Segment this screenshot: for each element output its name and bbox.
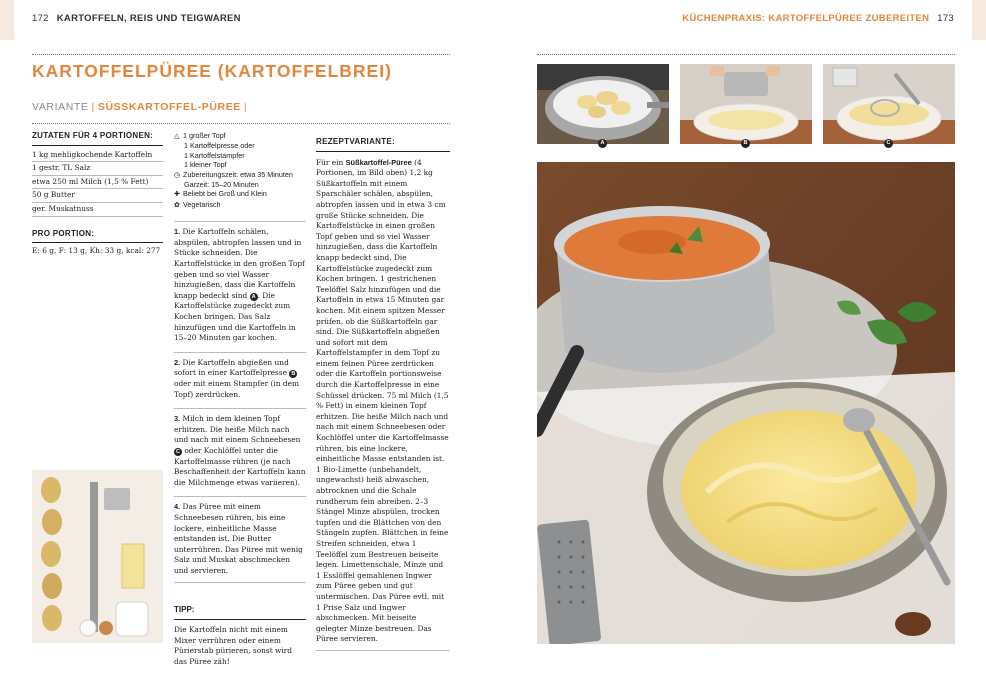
plus-icon: ✚ [174, 191, 180, 199]
page-number-right: 173 [937, 13, 954, 24]
photo-badge-c: C [884, 139, 893, 148]
step-reference-badge: B [289, 370, 297, 378]
divider [32, 123, 450, 124]
ingredient-item: etwa 250 ml Milch (1,5 % Fett) [32, 176, 163, 190]
step-2: 2. Die Kartoffeln abgießen und sofort in einer Kartoffelpresse B oder mit einem Stampfer (in dem Topf) zerdrücken. [174, 352, 306, 400]
recipe-title: KARTOFFELPÜREE (KARTOFFELBREI) [32, 61, 392, 81]
equipment-line: 1 Kartoffelpresse oder [184, 141, 255, 151]
equipment-line: △ 1 großer Topf [174, 131, 226, 140]
step-3: 3. Milch in dem kleinen Topf erhitzen. Die heiße Milch nach und nach mit einem Schneebesen C oder Kochlöffel unter die Kartoffelmasse rühren (je nach Beschaffenheit der Kartoffeln kann die Milchmenge etwas variieren). [174, 408, 306, 488]
ingredient-item: 1 kg mehligkochende Kartoffeln [32, 149, 163, 163]
vegetarian-line: ✿ Vegetarisch [174, 199, 221, 209]
variant-column [316, 137, 450, 651]
ingredient-item: 1 gestr. TL Salz [32, 162, 163, 176]
variante-name: SÜSSKARTOFFEL-PÜREE [97, 101, 241, 113]
variant-text: Für ein Süßkartoffel-Püree (4 Portionen, im Bild oben) 1,2 kg Süßkartoffeln mit einem Sparschäler schälen, abspülen, abtropfen lassen und in etwa 3 cm große Stücke schneiden. Die Kartoffelstücke in einen großen Topf geben und so viel Wasser hinzugießen, dass die Kartoffeln knapp bedeckt sind. Die Kartoffelstücke zugedeckt zum Kochen bringen. 1 gestrichenen Teelöffel Salz hinzufügen und die Kartoffeln in etwa 15 Minuten gar kochen. Mit einem spitzen Messer prüfen, ob die Süßkartoffeln gar sind. Die Süßkartoffeln abgießen und sofort mit dem Kartoffelstampfer in dem Topf zu einem feinen Püree zerdrücken oder die Kartoffeln portionsweise durch die Kartoffelpresse in eine Schüssel drücken. 75 ml Milch (1,5 % Fett) in einem kleinen Topf erhitzen. Die heiße Milch nach und nach mit einem Schneebesen oder Kochlöffel unter die Kartoffelmasse rühren, bis eine lockere, einheitliche Masse entstanden ist. 1 Bio-Limette (unbehandelt, ungewachst) heiß abwaschen, abtrocknen und die Schale rundherum fein abreiben. 2–3 Stängel Minze abspülen, trocken tupfen und die Blättchen von den Stängeln zupfen. Blättchen in feine Streifen schneiden, etwa 1 Teelöffel zum Bestreuen beiseite legen. Limettenschale, Minze und 1 Esslöffel gemahlenen Ingwer zum Püree geben und gut untermischen. Das Püree evtl. mit 1 Prise Salz und Ingwer abschmecken. Mit beiseite gelegter Minze bestreuen. Das Püree servieren. [316, 157, 449, 644]
leaf-icon: ✿ [174, 201, 180, 209]
photo-badge-b: B [741, 139, 750, 148]
page-edge-tab [0, 0, 14, 40]
photo-badge-a: A [598, 139, 607, 148]
page-number-left: 172 [32, 13, 49, 24]
step-photo-b [680, 64, 812, 144]
ingredients-heading: ZUTATEN FÜR 4 PORTIONEN: [32, 131, 163, 146]
variant-label-row: VARIANTE | SÜSSKARTOFFEL-PÜREE | [32, 101, 248, 113]
popular-line: ✚ Beliebt bei Groß und Klein [174, 189, 267, 199]
hero-photo [537, 162, 955, 644]
variante-label: VARIANTE [32, 101, 89, 113]
step-photo-c [823, 64, 955, 144]
portion-values: E: 6 g, F: 13 g, Kh: 33 g, kcal: 277 [32, 246, 161, 256]
section-title-right: KÜCHENPRAXIS: KARTOFFELPÜREE ZUBEREITEN [682, 13, 930, 24]
running-header-left [32, 13, 241, 24]
step-4: 4. Das Püree mit einem Schneebesen rühren, bis eine lockere, einheitliche Masse entstanden ist. Die Butter unterrühren. Das Püree mit wenig Salz und Muskat abschmecken und servieren. [174, 496, 306, 576]
ingredients-photo [32, 470, 163, 643]
ingredient-item: ger. Muskatnuss [32, 203, 163, 217]
divider [537, 54, 955, 55]
running-header-right [682, 13, 954, 24]
portion-heading: PRO PORTION: [32, 229, 163, 244]
page-edge-tab [972, 0, 986, 40]
ingredients-column [32, 131, 163, 257]
step-reference-badge: C [174, 448, 182, 456]
section-title-left: KARTOFFELN, REIS UND TEIGWAREN [56, 13, 241, 24]
time-line: Garzeit: 15–20 Minuten [184, 180, 259, 190]
right-page [493, 0, 986, 675]
step-reference-badge: A [250, 293, 258, 301]
pot-icon: △ [174, 133, 180, 140]
equipment-line: 1 kleiner Topf [184, 160, 227, 170]
step-1: 1. Die Kartoffeln schälen, abspülen, abtropfen lassen und in Stücke schneiden. Die Kartoffelstücke in den großen Topf geben und so viel Wasser hinzugießen, dass die Kartoffeln knapp bedeckt sind A . Die Kartoffelstücke zugedeckt zum Kochen bringen. Das Salz hinzufügen und die Kartoffeln in 15–20 Minuten gar kochen. [174, 221, 306, 344]
ingredient-item: 50 g Butter [32, 189, 163, 203]
steps-column [174, 131, 306, 667]
time-line: ◷ Zubereitungszeit: etwa 35 Minuten [174, 169, 293, 179]
equipment-line: 1 Kartoffelstampfer [184, 150, 245, 160]
variant-heading: REZEPTVARIANTE: [316, 137, 450, 152]
divider [32, 54, 450, 55]
variant-name: Süßkartoffel-Püree [345, 157, 412, 167]
tip-text: Die Kartoffeln nicht mit einem Mixer verrühren oder einem Pürierstab pürieren, sonst wird das Püree zäh! [174, 625, 292, 666]
step-photo-a [537, 64, 669, 144]
tip-heading: TIPP: [174, 605, 306, 620]
clock-icon: ◷ [174, 171, 181, 179]
